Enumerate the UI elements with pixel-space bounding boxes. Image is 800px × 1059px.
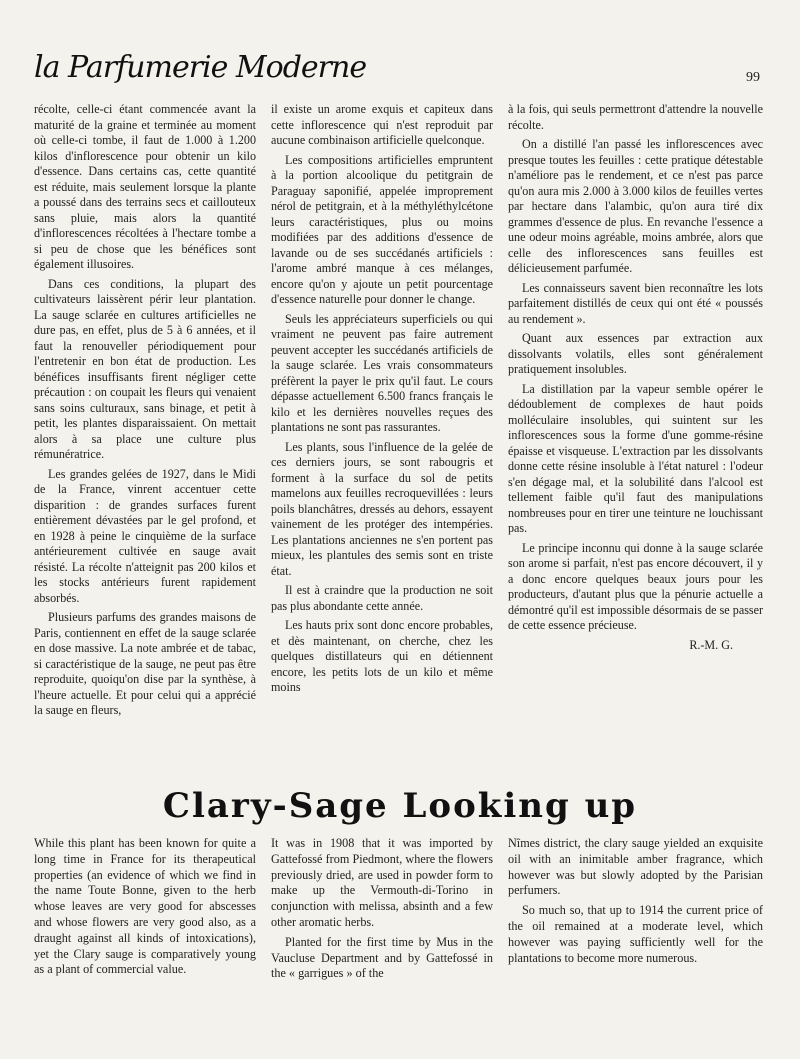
fr-column-1 (34, 102, 256, 782)
fr-column-3 (508, 102, 763, 782)
en-column-2 (271, 836, 493, 1011)
paragraph: Les plants, sous l'influence de la gelée de ces derniers jours, se sont rabougris et forment à la surface du sol de petits mamelons aux feuilles recroquevillées : leurs poils blanchâtres, dressés au dehors, essayent vainement de les protéger des intempéries. Les plantations anciennes ne s'en portent pas mieux, les plantules des semis sont en triste état. (271, 439, 493, 578)
masthead-logo: la Parfumerie Moderne (34, 50, 367, 85)
paragraph: Les connaisseurs savent bien reconnaître les lots parfaitement distillés de ceux qui ont été « poussés au rendement ». (508, 280, 763, 326)
paragraph: So much so, that up to 1914 the current price of the oil remained at a moderate level, which however was paying sufficiently well for the plantations to become more numerous. (508, 903, 763, 965)
paragraph: On a distillé l'an passé les inflorescences avec presque toutes les feuilles : cette pratique détestable n'améliore pas le rendement, et ce n'est pas parce qu'on aura mis 2.000 à 3.000 kilos de feuilles vertes par hectare dans l'alambic, qu'on aura tiré dix grammes d'essence de plus. En revanche l'essence a une odeur moins agréable, moins ambrée, alors que celle des inflorescences sans feuilles est délicieusement parfumée. (508, 137, 763, 275)
page-number: 99 (746, 70, 760, 85)
paragraph: La distillation par la vapeur semble opérer le dédoublement de complexes de haut poids molléculaire insolubles, qui suintent sur les inflorescences sous la forme d'une gomme-résine épaisse et visqueuse. L'extraction par les dissolvants donne cette résine insoluble à l'état naturel : l'odeur s'en dégage mal, et la solubilité dans l'alcool est tellement faible qu'il faut des manipulations nombreuses pour en tirer une teinture ne louchissant pas. (508, 381, 763, 535)
author-signature: R.-M. G. (689, 637, 733, 652)
paragraph: il existe un arome exquis et capiteux dans cette inflorescence qui n'est reproduit par aucune combinaison artificielle quelconque. (271, 102, 493, 147)
paragraph: Les hauts prix sont donc encore probables, et dès maintenant, on cherche, chez les quelques distillateurs qui en détiennent encore, les petits lots de un kilo et même moins (271, 618, 493, 694)
paragraph: Quant aux essences par extraction aux dissolvants volatils, elles sont généralement pratiquement insolubles. (508, 331, 763, 376)
article-headline: Clary-Sage Looking up (162, 786, 638, 826)
en-column-1 (34, 836, 256, 1011)
paragraph: Plusieurs parfums des grandes maisons de Paris, contiennent en effet de la sauge sclarée en dose massive. La note ambrée et de tabac, si caractéristique de la sauge, ne peut pas être reproduite, quoiqu'on dise par la synthèse, à l'heure actuelle. Et pour celui qui a apprécié la sauge en fleurs, (34, 610, 256, 717)
paragraph: Seuls les appréciateurs superficiels ou qui vraiment ne peuvent pas faire autrement peuvent accepter les succédanés artificiels de la sauge sclarée. Les vrais consommateurs préfèrent la payer le prix qu'il faut. Le cours dépasse actuellement 6.500 francs français le kilo et les dernières nouvelles reçues des plantations ne sont pas rassurantes. (271, 311, 493, 434)
paragraph: Dans ces conditions, la plupart des cultivateurs laissèrent périr leur plantation. La sauge sclarée en cultures artificielles ne dure pas, en effet, plus de 5 à 6 années, et il faut la renouveller périodiquement pour l'entretenir en bon état de production. Les bénéfices insuffisants firent négliger cette précaution : on coupait les fleurs qui venaient sans soins culturaux, sans binage, et petit à petit, les plantes disparaissaient. On mettait alors à sa place une culture plus rémunératrice. (34, 276, 256, 461)
paragraph: Les compositions artificielles empruntent à la portion alcoolique du petitgrain de Paraguay saponifié, appelée improprement nérol de petitgrain, et à la méthyléthylcétone leurs caractéristiques, plus ou moins modifiées par des additions d'essence de lavande ou de ses succédanés artificiels : l'arome ambré manque à ces mélanges, encore qu'on y ajoute un petit pourcentage d'essence naturelle pour donner le change. (271, 152, 493, 306)
paragraph: It was in 1908 that it was imported by Gattefossé from Piedmont, where the flowers previously dried, are used in powder form to make up the Vermouth-di-Torino in conjunction with melissa, absinth and a few other aromatic herbs. (271, 836, 493, 929)
en-column-3 (508, 836, 763, 1011)
paragraph: Le principe inconnu qui donne à la sauge sclarée son arome si parfait, n'est pas encore découvert, il y a donc encore quelques beaux jours pour les producteurs, d'autant plus que la pénurie actuelle a démontré qu'il est impossible désormais de se passer de cette essence précieuse. (508, 540, 763, 632)
paragraph: récolte, celle-ci étant commencée avant la maturité de la graine et terminée au moment où celle-ci tombe, il faut de 1.000 à 1.200 kilos d'inflorescence pour obtenir un kilo d'essence. Dans certains cas, cette quantité est réduite, mais seulement lorsque la plante a poussé dans des terrains secs et caillouteux sans pluie, mais alors la quantité d'inflorescences récoltées à l'hectare tombe a si peu de chose que les bénéfices sont également illusoires. (34, 102, 256, 271)
paragraph: Il est à craindre que la production ne soit pas plus abondante cette année. (271, 583, 493, 613)
fr-column-2 (271, 102, 493, 782)
paragraph: Les grandes gelées de 1927, dans le Midi de la France, vinrent accentuer cette disparition : de grandes surfaces furent entièrement dévastées par le gel profond, et en 1928 à peine le cinquième de la surface antérieurement cultivée en sauge avait résisté. La récolte n'atteignit pas 200 kilos et les stocks antérieurs furent rapidement absorbés. (34, 466, 256, 605)
paragraph: While this plant has been known for quite a long time in France for its therapeutical properties (an evidence of which we find in the name Toute Bonne, given to the herb whose leaves are very good for abscesses and whose flowers are very good also, as a draught against all kinds of intoxications), yet the Clary sauge is comparatively young as a plant of commercial value. (34, 836, 256, 977)
paragraph: Planted for the first time by Mus in the Vaucluse Department and by Gattefossé in the « garrigues » of the (271, 934, 493, 981)
paragraph: Nîmes district, the clary sauge yielded an exquisite oil with an inimitable amber fragrance, which however was but slowly adopted by the Parisian perfumers. (508, 836, 763, 898)
paragraph: à la fois, qui seuls permettront d'attendre la nouvelle récolte. (508, 102, 763, 132)
